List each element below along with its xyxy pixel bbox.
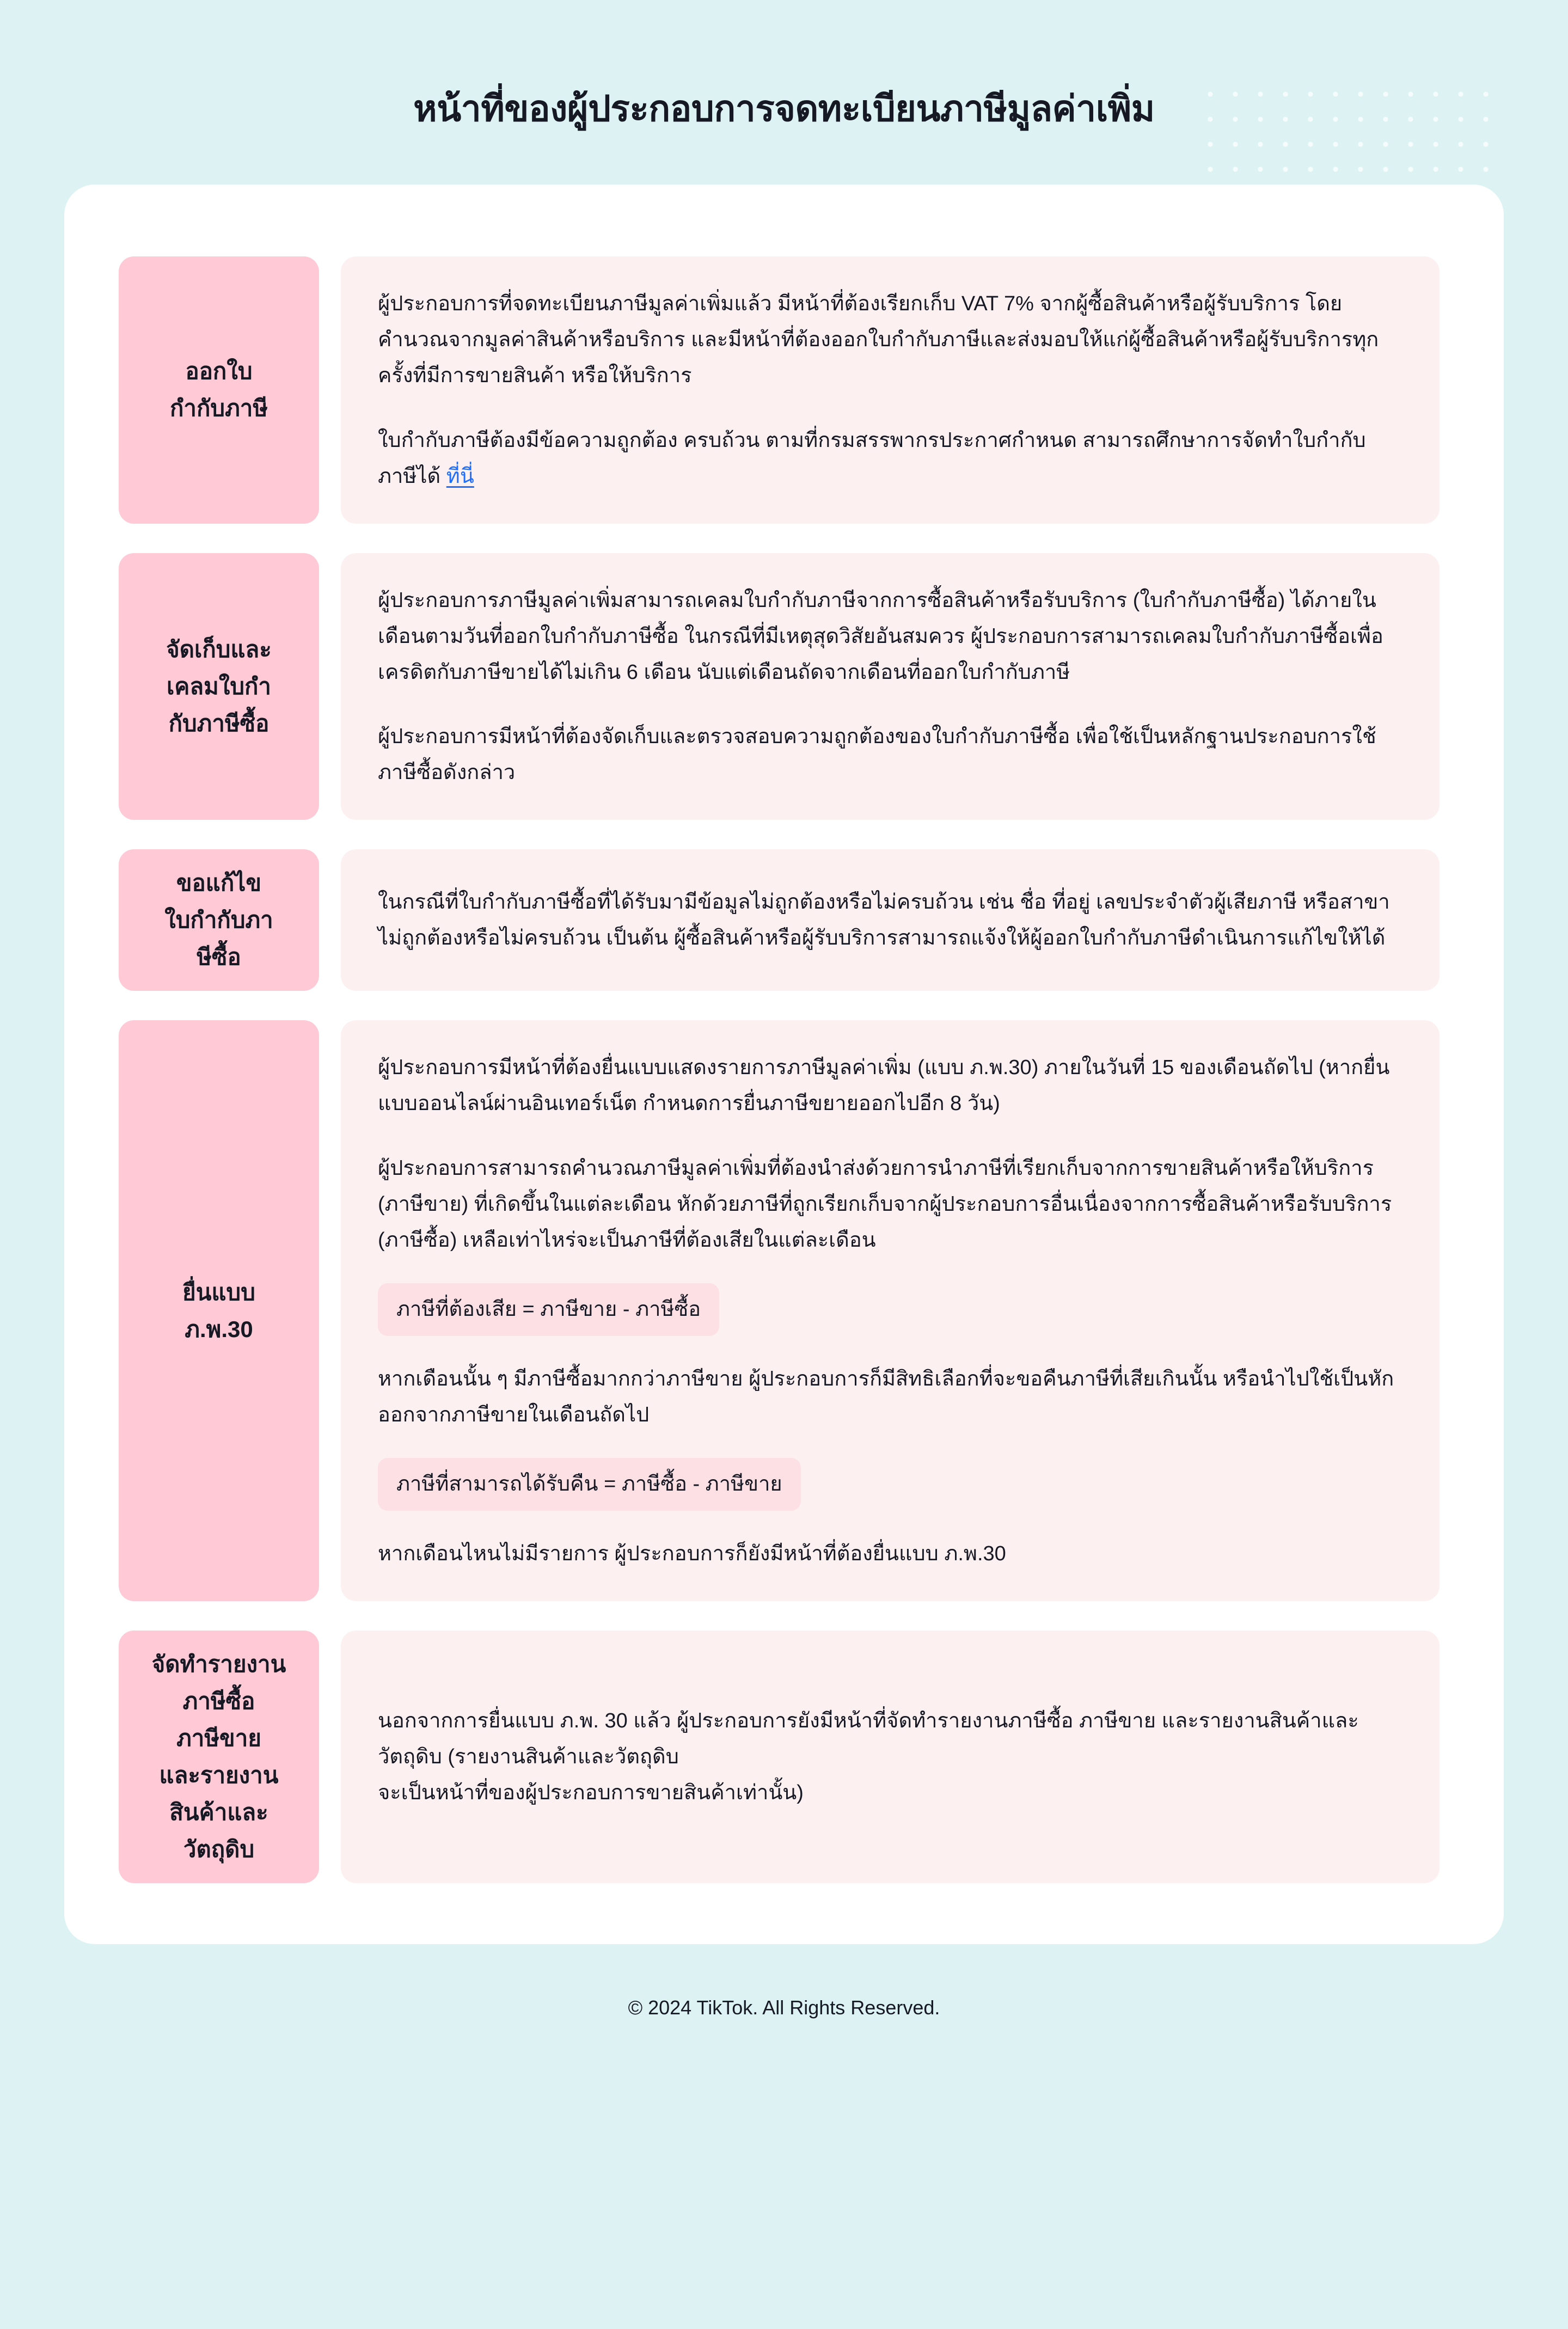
formula-tax-payable: ภาษีที่ต้องเสีย = ภาษีขาย - ภาษีซื้อ xyxy=(378,1283,719,1336)
row-body-file-pp30 xyxy=(341,1020,1440,1601)
row-body-request-invoice-correction xyxy=(341,849,1440,991)
formula-tax-refundable: ภาษีที่สามารถได้รับคืน = ภาษีซื้อ - ภาษีขาย xyxy=(378,1458,801,1511)
duty-row-prepare-reports xyxy=(64,1631,1504,1883)
row-body-store-and-claim-input-tax xyxy=(341,553,1440,820)
paragraph: ผู้ประกอบการที่จดทะเบียนภาษีมูลค่าเพิ่มแล้ว มีหน้าที่ต้องเรียกเก็บ VAT 7% จากผู้ซื้อสินค้าหรือผู้รับบริการ โดยคำนวณจากมูลค่าสินค้าหรือบริการ และมีหน้าที่ต้องออกใบกำกับภาษีและส่งมอบให้แก่ผู้ซื้อสินค้าหรือผู้รับบริการทุกครั้งที่มีการขายสินค้า หรือให้บริการ xyxy=(378,292,1379,388)
paragraph: ในกรณีที่ใบกำกับภาษีซื้อที่ได้รับมามีข้อมูลไม่ถูกต้องหรือไม่ครบถ้วน เช่น ชื่อ ที่อยู่ เลขประจำตัวผู้เสียภาษี หรือสาขา ไม่ถูกต้องหรือไม่ครบถ้วน เป็นต้น ผู้ซื้อสินค้าหรือผู้รับบริการสามารถแจ้งให้ผู้ออกใบกำกับภาษีดำเนินการแก้ไขให้ได้ xyxy=(378,891,1390,950)
paragraph: ผู้ประกอบการมีหน้าที่ต้องยื่นแบบแสดงรายการภาษีมูลค่าเพิ่ม (แบบ ภ.พ.30) ภายในวันที่ 15 ของเดือนถัดไป (หากยื่นแบบออนไลน์ผ่านอินเทอร์เน็ต กำหนดการยื่นภาษีขยายออกไปอีก 8 วัน) xyxy=(378,1056,1390,1116)
row-body-prepare-reports xyxy=(341,1631,1440,1883)
duty-row-issue-tax-invoice xyxy=(64,256,1504,524)
page-title: หน้าที่ของผู้ประกอบการจดทะเบียนภาษีมูลค่าเพิ่ม xyxy=(413,88,1155,128)
row-label-issue-tax-invoice: ออกใบ กำกับภาษี xyxy=(119,256,319,524)
paragraph: นอกจากการยื่นแบบ ภ.พ. 30 แล้ว ผู้ประกอบการยังมีหน้าที่จัดทำรายงานภาษีซื้อ ภาษีขาย และรายงานสินค้าและวัตถุดิบ (รายงานสินค้าและวัตถุดิบ จะเป็นหน้าที่ของผู้ประกอบการขายสินค้าเท่านั้น) xyxy=(378,1709,1359,1805)
duty-row-store-and-claim-input-tax xyxy=(64,553,1504,820)
content-card xyxy=(64,185,1504,1944)
row-body-issue-tax-invoice xyxy=(341,256,1440,524)
footer-copyright: © 2024 TikTok. All Rights Reserved. xyxy=(628,1996,940,2019)
row-label-request-invoice-correction: ขอแก้ไข ใบกำกับภา ษีซื้อ xyxy=(119,849,319,991)
paragraph: ผู้ประกอบการภาษีมูลค่าเพิ่มสามารถเคลมใบกำกับภาษีจากการซื้อสินค้าหรือรับบริการ (ใบกำกับภาษีซื้อ) ได้ภายในเดือนตามวันที่ออกใบกำกับภาษีซื้อ ในกรณีที่มีเหตุสุดวิสัยอันสมควร ผู้ประกอบการสามารถเคลมใบกำกับภาษีซื้อเพื่อเครดิตกับภาษีขายได้ไม่เกิน 6 เดือน นับแต่เดือนถัดจากเดือนที่ออกใบกำกับภาษี xyxy=(378,589,1383,684)
tax-invoice-guide-link[interactable]: ที่นี่ xyxy=(446,464,474,488)
duty-row-file-pp30 xyxy=(64,1020,1504,1601)
row-label-file-pp30: ยื่นแบบ ภ.พ.30 xyxy=(119,1020,319,1601)
paragraph: ผู้ประกอบการสามารถคำนวณภาษีมูลค่าเพิ่มที่ต้องนำส่งด้วยการนำภาษีที่เรียกเก็บจากการขายสินค้าหรือให้บริการ (ภาษีขาย) ที่เกิดขึ้นในแต่ละเดือน หักด้วยภาษีที่ถูกเรียกเก็บจากผู้ประกอบการอื่นเนื่องจากการซื้อสินค้าหรือรับบริการ (ภาษีซื้อ) เหลือเท่าไหร่จะเป็นภาษีที่ต้องเสียในแต่ละเดือน xyxy=(378,1156,1392,1252)
paragraph xyxy=(378,422,1402,494)
paragraph: หากเดือนไหนไม่มีรายการ ผู้ประกอบการก็ยังมีหน้าที่ต้องยื่นแบบ ภ.พ.30 xyxy=(378,1542,1006,1566)
duty-row-request-invoice-correction xyxy=(64,849,1504,991)
paragraph-text: ใบกำกับภาษีต้องมีข้อความถูกต้อง ครบถ้วน ตามที่กรมสรรพากรประกาศกำหนด สามารถศึกษาการจัดทำใบกำกับภาษีได้ xyxy=(378,428,1366,488)
row-label-prepare-reports: จัดทำรายงาน ภาษีซื้อ ภาษีขาย และรายงาน สินค้าและ วัตถุดิบ xyxy=(119,1631,319,1883)
row-label-store-and-claim-input-tax: จัดเก็บและ เคลมใบกำ กับภาษีซื้อ xyxy=(119,553,319,820)
paragraph: หากเดือนนั้น ๆ มีภาษีซื้อมากกว่าภาษีขาย ผู้ประกอบการก็มีสิทธิเลือกที่จะขอคืนภาษีที่เสียเกินนั้น หรือนำไปใช้เป็นหักออกจากภาษีขายในเดือนถัดไป xyxy=(378,1367,1394,1427)
paragraph: ผู้ประกอบการมีหน้าที่ต้องจัดเก็บและตรวจสอบความถูกต้องของใบกำกับภาษีซื้อ เพื่อใช้เป็นหลักฐานประกอบการใช้ภาษีซื้อดังกล่าว xyxy=(378,725,1376,784)
